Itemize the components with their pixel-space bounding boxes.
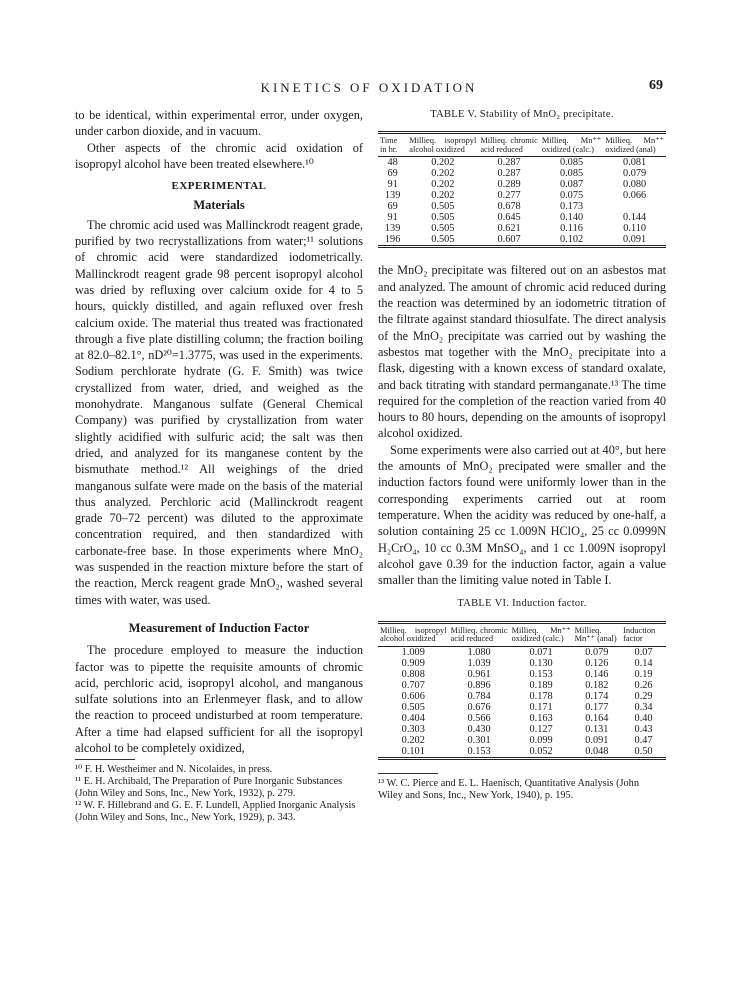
table-cell: 0.087 (559, 179, 584, 191)
table-cell: 0.163 (529, 712, 553, 724)
table-row (378, 190, 666, 201)
footnote: ¹² W. F. Hillebrand and G. E. F. Lundell, Applied Inorganic Analysis (John Wiley and Sons, Inc., New York, 1929), p. 343. (75, 800, 356, 824)
table-cell: 0.505 (431, 212, 455, 224)
table-cell: 0.079 (585, 646, 609, 658)
paragraph: Some experiments were also carried out at 40°, but here the amounts of MnO₂ precipated were smaller and the induction factors found were uniformly lower than in the corresponding experiments carried out at room temperature. When the acidity was reduced by one-half, a solution containing 25 cc 1.009N HClO₄, 25 cc 0.0999N H₂CrO₄, 10 cc 0.3M MnSO₄, and 1 cc 1.009N isopropyl alcohol gave 0.39 for the induction factor, again a value smaller than the limiting value noted in Table I. (378, 442, 666, 588)
table-cell: 0.110 (623, 223, 647, 235)
table-caption: TABLE V. Stability of MnO₂ precipitate. (430, 109, 614, 120)
table-cell: 0.080 (623, 179, 647, 191)
table-row (378, 702, 666, 713)
table-header: Millieq. chromic acid reduced (478, 133, 540, 157)
table-header: Millieq. chromic acid reduced (449, 622, 510, 646)
table-cell: 0.40 (634, 712, 653, 724)
left-column (75, 107, 363, 824)
table-cell: 0.287 (497, 168, 521, 180)
table-cell: 0.130 (529, 657, 553, 669)
table-cell: 0.177 (585, 701, 609, 713)
footnote: ¹³ W. C. Pierce and E. L. Haenisch, Quantitative Analysis (John Wiley and Sons, Inc., New York, 1940), p. 195. (378, 777, 639, 801)
table-cell: 0.153 (467, 745, 491, 757)
table-cell: 0.505 (431, 201, 455, 213)
table-cell: 0.606 (401, 690, 425, 702)
table-cell: 0.909 (401, 657, 425, 669)
induction-factor-table (378, 621, 666, 760)
table-cell: 0.607 (497, 234, 521, 246)
running-title: KINETICS OF OXIDATION (260, 80, 478, 95)
table-header: Induction factor (621, 622, 666, 646)
table-cell: 0.34 (634, 701, 653, 713)
table-cell: 48 (387, 157, 398, 169)
table-cell: 0.081 (623, 157, 647, 169)
table-cell: 0.178 (529, 690, 553, 702)
table-row (378, 157, 666, 169)
table-cell: 0.808 (401, 668, 425, 680)
table-cell: 0.961 (467, 668, 491, 680)
table-header: Millieq. isopropyl alcohol oxidized (378, 622, 449, 646)
table-cell: 0.784 (467, 690, 491, 702)
table-cell: 0.164 (585, 712, 609, 724)
paragraph: the MnO₂ precipitate was filtered out on an asbestos mat and analyzed. The amount of chromic acid reduced during the reaction was determined by an iodometric titration of the filtrate against standard thiosulfate. The direct analysis of the MnO₂ precipitate was carried out by washing the asbestos mat together with the MnO₂ precipitate into a flask, digesting with a known excess of standard oxalate, and back titrating with standard permanganate.¹³ The time required for the completion of the reaction varied from 40 hours to 80 hours, depending on the amounts of isopropyl alcohol oxidized. (378, 263, 666, 441)
table-cell: 0.202 (431, 168, 455, 180)
table-cell: 0.182 (585, 679, 609, 691)
table-cell: 0.47 (634, 734, 653, 746)
table-header: Millieq. isopropyl alcohol oxidized (407, 133, 478, 157)
table-cell: 0.505 (431, 223, 455, 235)
table-cell: 139 (384, 190, 401, 202)
table-cell: 0.144 (623, 212, 647, 224)
table-cell: 0.146 (585, 668, 609, 680)
paragraph: to be identical, within experimental error, under oxygen, under carbon dioxide, and in vacuum. (75, 108, 363, 139)
table-caption: TABLE VI. Induction factor. (457, 598, 587, 610)
table-row (378, 223, 666, 234)
table-cell: 0.707 (401, 679, 425, 691)
page-number: 69 (649, 78, 663, 93)
table-cell: 0.678 (497, 201, 521, 213)
table-cell: 0.301 (467, 734, 491, 746)
footnote: ¹¹ E. H. Archibald, The Preparation of Pure Inorganic Substances (John Wiley and Sons, Inc., New York, 1932), p. 279. (75, 776, 343, 800)
table-cell: 0.202 (431, 157, 455, 169)
table-cell: 0.126 (585, 657, 609, 669)
table-cell: 0.43 (634, 723, 653, 735)
table-cell: 0.277 (497, 190, 521, 202)
page-header (75, 78, 663, 98)
table-row (378, 201, 666, 212)
table-cell: 0.29 (634, 690, 653, 702)
footnote-rule (378, 773, 438, 774)
table-row (378, 646, 666, 658)
table-cell: 0.14 (634, 657, 653, 669)
table-cell: 0.202 (431, 190, 455, 202)
table-row (378, 168, 666, 179)
table-cell: 91 (387, 179, 398, 191)
table-row (378, 669, 666, 680)
table-cell: 0.102 (559, 234, 584, 246)
table-cell: 0.140 (559, 212, 584, 224)
table-cell: 0.173 (559, 201, 584, 213)
table-row (378, 212, 666, 223)
right-column (378, 107, 666, 802)
section-heading: EXPERIMENTAL (171, 180, 267, 193)
table-cell: 0.091 (623, 234, 647, 246)
table-cell: 0.085 (559, 157, 584, 169)
table-cell: 0.07 (634, 646, 653, 658)
table-cell: 0.174 (585, 690, 609, 702)
table-cell: 0.896 (467, 679, 491, 691)
table-cell: 0.116 (560, 223, 583, 235)
table-cell: 0.676 (467, 701, 491, 713)
table-header: Millieq. Mn⁺⁺ (anal) (573, 622, 622, 646)
table-cell: 0.075 (559, 190, 584, 202)
paragraph: Other aspects of the chromic acid oxidation of isopropyl alcohol have been treated elsewhere.¹⁰ (75, 140, 363, 171)
table-cell: 0.101 (401, 745, 425, 757)
table-row (378, 746, 666, 759)
paragraph: The chromic acid used was Mallinckrodt reagent grade, purified by two recrystallizations from water;¹¹ solutions of chromic acid were standardized iodometrically. Mallinckrodt reagent grade 98 percent isopropyl alcohol was dried by refluxing over calcium oxide for 4 to 5 hours, quickly distilled, and again refluxed over fresh calcium oxide. The material thus treated was fractionated through a five plate distilling column; the fraction boiling at 82.0–82.1°, nD²⁰=1.3775, was used in the experiments. Sodium perchlorate hydrate (G. F. Smith) was twice crystallized from water, dried, and weighed as the monohydrate. Manganous sulfate (General Chemical Company) was purified by crystallization from water slightly acidified with sulfuric acid; the salt was then dried, and analyzed for its manganese content by the bismuthate method.¹² All weighings of the dried manganous sulfate were made on the basis of the material thus analyzed. Perchloric acid (Mallinckrodt reagent grade 70–72 percent) was diluted to the approximate concentration required, and then standardized with carbonate-free base. In those experiments where MnO₂ was suspended in the reaction mixture before the start of the reaction, Merck reagent grade MnO₂, washed several times with water, was used. (75, 217, 363, 607)
table-cell: 0.131 (585, 723, 609, 735)
footnote-rule (75, 759, 135, 760)
table-cell: 0.153 (529, 668, 553, 680)
table-cell: 1.080 (467, 646, 491, 658)
table-cell: 0.048 (585, 745, 609, 757)
table-cell: 0.505 (401, 701, 425, 713)
table-cell: 0.505 (431, 234, 455, 246)
table-header: Time in hr. (378, 133, 407, 157)
table-row (378, 713, 666, 724)
paragraph: The procedure employed to measure the induction factor was to pipette the requisite amounts of chromic acid, perchloric acid, isopropyl alcohol, and manganous sulfate solutions into an Erlenmeyer flask, and to allow the reaction to proceed undisturbed at room temperature. After a time had elapsed sufficient for all the isopropyl alcohol to be completely oxidized, (75, 643, 363, 755)
table-cell: 0.303 (401, 723, 425, 735)
footnote: ¹⁰ F. H. Westheimer and N. Nicolaides, in press. (75, 764, 273, 776)
table-header: Millieq. Mn⁺⁺ oxidized (anal) (603, 133, 666, 157)
table-row (378, 680, 666, 691)
table-cell: 0.202 (401, 734, 425, 746)
table-cell: 69 (387, 168, 398, 180)
table-cell: 0.621 (497, 223, 521, 235)
table-cell (603, 201, 666, 212)
table-cell: 0.289 (497, 179, 521, 191)
table-cell: 0.091 (585, 734, 609, 746)
table-cell: 0.566 (467, 712, 491, 724)
table-cell: 69 (387, 201, 398, 213)
table-cell: 0.202 (431, 179, 455, 191)
table-cell: 0.26 (634, 679, 653, 691)
table-cell: 0.071 (529, 646, 553, 658)
table-row (378, 179, 666, 190)
table-cell: 0.171 (529, 701, 553, 713)
table-cell: 0.404 (401, 712, 425, 724)
table-row (378, 234, 666, 247)
table-cell: 91 (387, 212, 398, 224)
table-cell: 139 (384, 223, 401, 235)
table-row (378, 724, 666, 735)
stability-table (378, 131, 666, 248)
table-cell: 0.066 (623, 190, 647, 202)
table-row (378, 658, 666, 669)
table-row (378, 691, 666, 702)
table-cell: 0.287 (497, 157, 521, 169)
table-cell: 1.009 (401, 646, 425, 658)
table-cell: 0.079 (623, 168, 647, 180)
table-cell: 0.19 (634, 668, 653, 680)
table-header: Millieq. Mn⁺⁺ oxidized (calc.) (510, 622, 573, 646)
subsection-heading: Measurement of Induction Factor (128, 620, 310, 635)
table-cell: 0.052 (529, 745, 553, 757)
table-cell: 1.039 (467, 657, 491, 669)
table-cell: 0.127 (529, 723, 553, 735)
table-header: Millieq. Mn⁺⁺ oxidized (calc.) (540, 133, 603, 157)
table-cell: 0.430 (467, 723, 491, 735)
subsection-heading: Materials (193, 198, 245, 213)
table-cell: 0.099 (529, 734, 553, 746)
table-cell: 196 (384, 234, 401, 246)
table-row (378, 735, 666, 746)
table-cell: 0.085 (559, 168, 584, 180)
table-cell: 0.645 (497, 212, 521, 224)
table-cell: 0.189 (529, 679, 553, 691)
table-cell: 0.50 (634, 745, 653, 757)
